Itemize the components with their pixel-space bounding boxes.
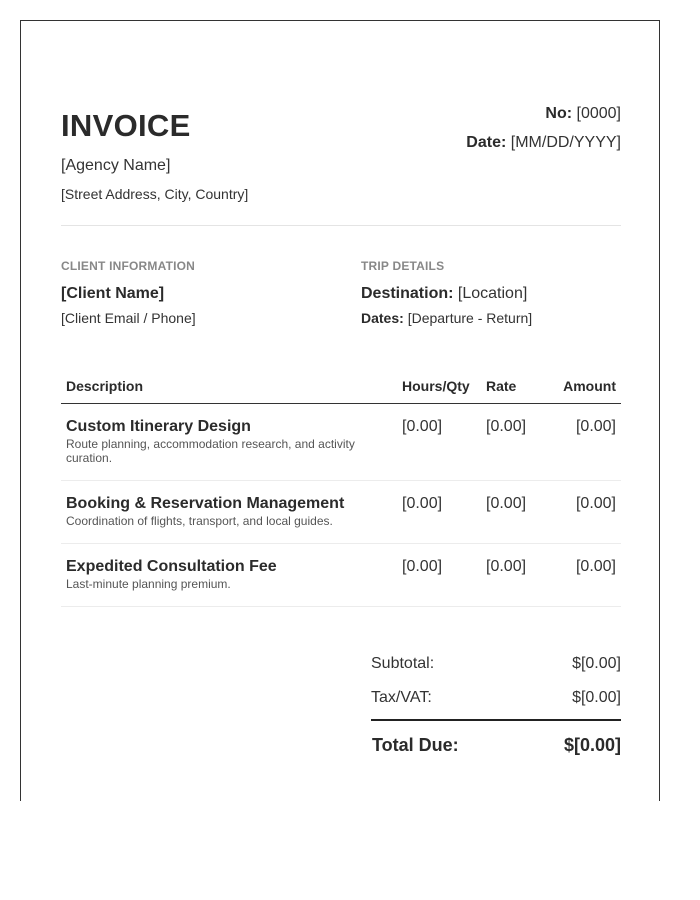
item-description: Route planning, accommodation research, and activity curation.: [66, 437, 355, 465]
trip-destination: [361, 285, 527, 303]
item-name: Expedited Consultation Fee: [66, 558, 277, 575]
tax-row: [371, 683, 621, 717]
client-name: [Client Name]: [61, 285, 165, 302]
invoice-number-row: [466, 104, 621, 133]
trip-destination-label: Destination:: [361, 285, 454, 302]
item-description: Last-minute planning premium.: [66, 577, 231, 591]
invoice-title: INVOICE: [61, 108, 191, 143]
total-due-row: [371, 721, 621, 761]
header-qty: Hours/Qty: [402, 378, 470, 394]
totals-block: [371, 649, 621, 761]
item-rate: [0.00]: [486, 558, 527, 575]
total-due-label: Total Due:: [372, 735, 459, 755]
subtotal-value: $[0.00]: [572, 655, 621, 672]
trip-dates-label: Dates:: [361, 310, 404, 326]
invoice-number-value: [0000]: [576, 105, 621, 122]
table-row: [61, 544, 621, 607]
subtotal-label: Subtotal:: [371, 655, 435, 672]
line-items-table: [61, 369, 621, 607]
invoice-number-label: No:: [545, 105, 573, 122]
invoice-date-label: Date:: [466, 134, 507, 151]
invoice-meta: [466, 104, 621, 162]
item-name: Custom Itinerary Design: [66, 418, 251, 435]
item-name: Booking & Reservation Management: [66, 495, 345, 512]
header-description: Description: [66, 378, 144, 394]
agency-name: [Agency Name]: [61, 157, 171, 174]
header-divider: [61, 225, 621, 226]
client-section-label: CLIENT INFORMATION: [61, 259, 196, 273]
trip-section-label: TRIP DETAILS: [361, 259, 445, 273]
item-qty: [0.00]: [402, 558, 443, 575]
item-amount: [0.00]: [575, 558, 616, 575]
item-qty: [0.00]: [402, 418, 443, 435]
item-rate: [0.00]: [486, 418, 527, 435]
item-amount: [0.00]: [575, 495, 616, 512]
header-rate: Rate: [486, 378, 517, 394]
table-header: [61, 369, 621, 404]
total-due-value: $[0.00]: [563, 735, 621, 755]
invoice-date-row: [466, 133, 621, 162]
table-row: [61, 481, 621, 544]
tax-label: Tax/VAT:: [371, 689, 432, 706]
subtotal-row: [371, 649, 621, 683]
agency-address: [Street Address, City, Country]: [61, 186, 249, 202]
item-amount: [0.00]: [575, 418, 616, 435]
item-description: Coordination of flights, transport, and local guides.: [66, 514, 333, 528]
invoice-page: [20, 20, 660, 801]
item-rate: [0.00]: [486, 495, 527, 512]
trip-dates-value: [Departure - Return]: [407, 310, 533, 326]
trip-dates: [361, 310, 532, 326]
header-amount: Amount: [563, 378, 616, 394]
trip-destination-value: [Location]: [457, 285, 528, 302]
item-qty: [0.00]: [402, 495, 443, 512]
tax-value: $[0.00]: [572, 689, 621, 706]
invoice-date-value: [MM/DD/YYYY]: [510, 134, 621, 151]
table-row: [61, 404, 621, 481]
client-contact: [Client Email / Phone]: [61, 310, 196, 326]
